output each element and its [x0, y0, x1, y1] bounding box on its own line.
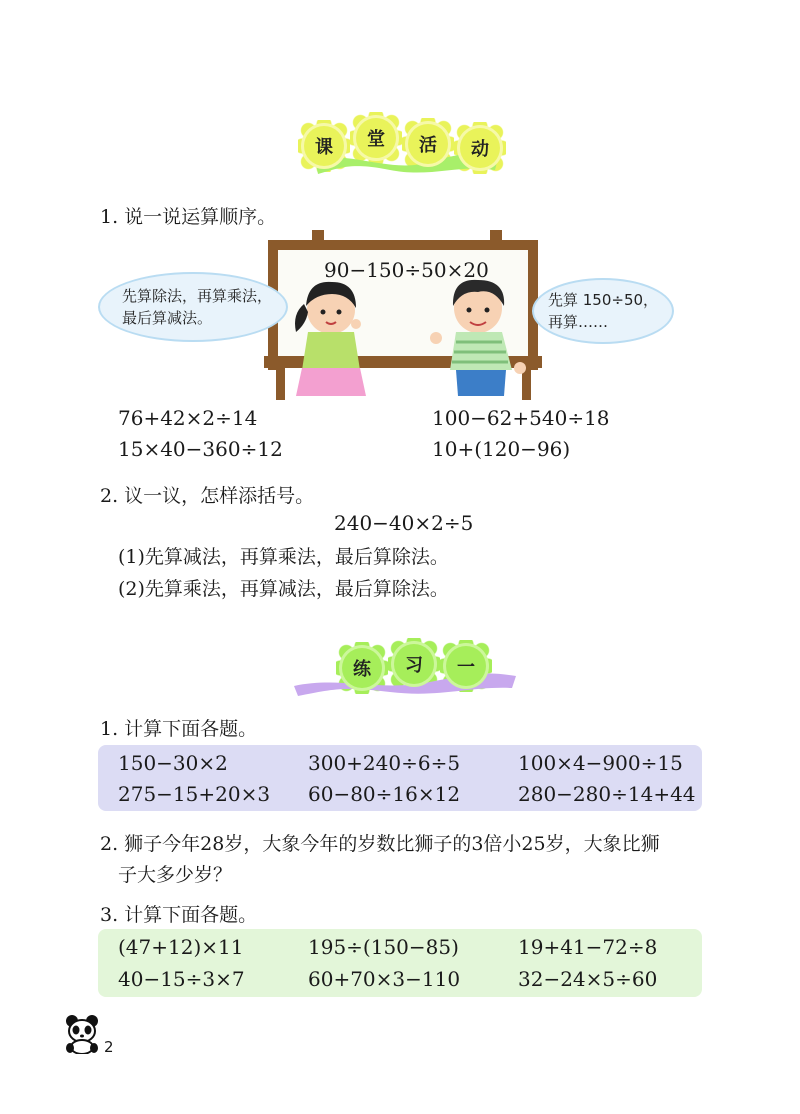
ex1-problem-box	[98, 745, 702, 811]
banner-char-1: 课	[304, 126, 344, 166]
whiteboard-drawing	[256, 228, 546, 400]
whiteboard-illustration	[256, 228, 546, 400]
ex2-line-1: 2. 狮子今年28岁，大象今年的岁数比狮子的3倍小25岁，大象比狮	[100, 833, 660, 855]
board-expression: 90−150÷50×20	[324, 258, 489, 282]
q2-option-1: (1)先算减法，再算乘法，最后算除法。	[118, 546, 449, 568]
banner-char-2: 堂	[356, 118, 396, 158]
q2-option-2: (2)先算乘法，再算减法，最后算除法。	[118, 578, 449, 600]
ex1-cell-2-1: 275−15+20×3	[118, 782, 271, 806]
q1-expr-1: 76+42×2÷14	[118, 406, 258, 430]
q2-expression: 240−40×2÷5	[334, 511, 474, 535]
exercise-char-2: 习	[394, 644, 434, 684]
exercise-char-1: 练	[342, 648, 382, 688]
q2-title: 2. 议一议，怎样添括号。	[100, 485, 315, 507]
q1-expr-2: 100−62+540÷18	[432, 406, 610, 430]
ex3-cell-2-3: 32−24×5÷60	[518, 967, 658, 991]
panda-icon	[64, 1014, 100, 1054]
ex3-cell-2-1: 40−15÷3×7	[118, 967, 245, 991]
ex1-cell-2-2: 60−80÷16×12	[308, 782, 461, 806]
ex1-cell-1-1: 150−30×2	[118, 751, 228, 775]
ex1-cell-1-3: 100×4−900÷15	[518, 751, 683, 775]
page-number: 2	[104, 1038, 114, 1056]
activity-banner	[290, 112, 510, 182]
ex3-problem-box	[98, 929, 702, 997]
ex3-cell-1-2: 195÷(150−85)	[308, 935, 459, 959]
q1-title: 1. 说一说运算顺序。	[100, 206, 277, 228]
banner-char-3: 活	[408, 124, 448, 164]
banner-char-4: 动	[460, 128, 500, 168]
ex3-cell-2-2: 60+70×3−110	[308, 967, 461, 991]
boy-bubble-line-1: 先算 150÷50，	[548, 291, 659, 309]
ex1-title: 1. 计算下面各题。	[100, 718, 258, 740]
q1-expr-3: 15×40−360÷12	[118, 437, 283, 461]
exercise-banner	[290, 640, 520, 700]
exercise-char-3: 一	[446, 646, 486, 686]
ex3-cell-1-3: 19+41−72÷8	[518, 935, 658, 959]
boy-bubble-line-2: 再算……	[548, 313, 609, 331]
ex1-cell-2-3: 280−280÷14+44	[518, 782, 696, 806]
girl-bubble-line-1: 先算除法，再算乘法，	[122, 287, 273, 305]
ex3-cell-1-1: (47+12)×11	[118, 935, 244, 959]
boy-speech-bubble	[532, 278, 674, 344]
q1-expr-4: 10+(120−96)	[432, 437, 571, 461]
ex3-title: 3. 计算下面各题。	[100, 904, 258, 926]
ex2-line-2: 子大多少岁？	[118, 864, 233, 886]
ex1-cell-1-2: 300+240÷6÷5	[308, 751, 461, 775]
girl-speech-bubble	[98, 272, 288, 342]
girl-bubble-line-2: 最后算减法。	[122, 309, 213, 327]
